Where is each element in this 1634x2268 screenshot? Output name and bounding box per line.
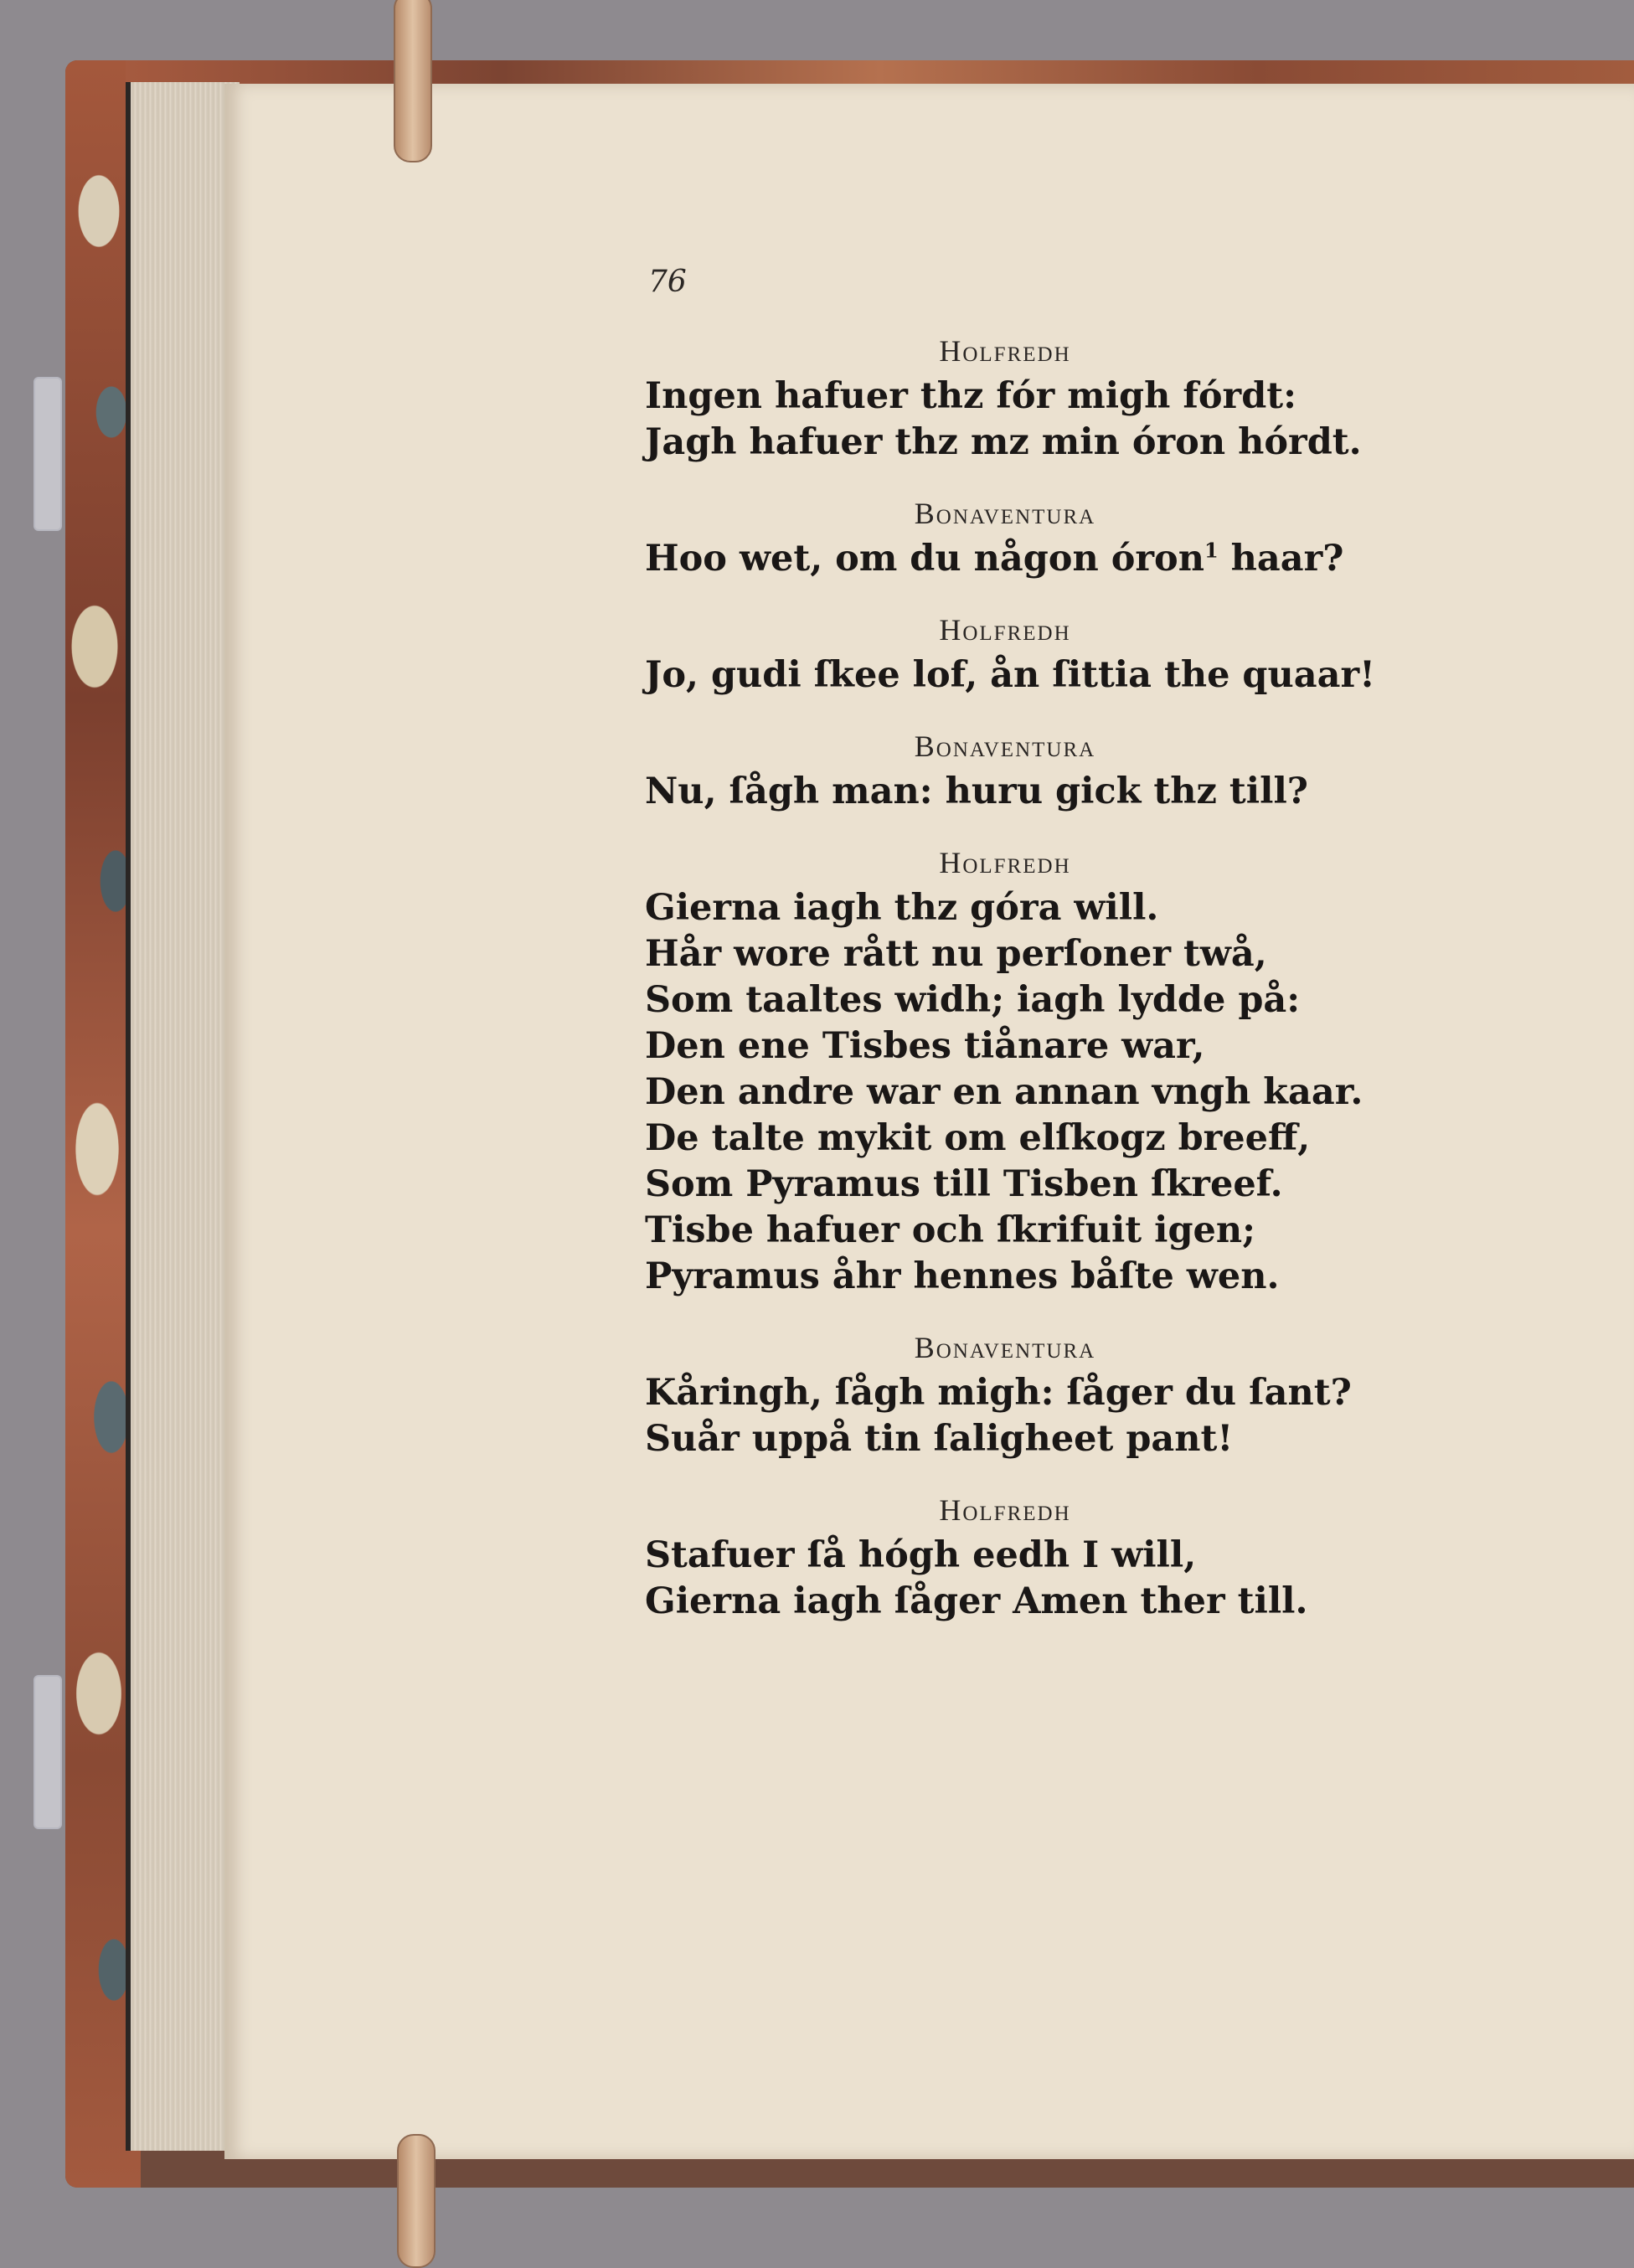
verse-text: Pyramus åhr hennes båſte wen. (645, 1255, 1280, 1297)
plastic-tab (34, 377, 62, 531)
verse-line (645, 885, 1365, 931)
verse-line (645, 420, 1365, 466)
page-clip (394, 0, 432, 162)
page-number: 76 (648, 265, 687, 299)
speaker-name: Bonaventura (914, 729, 1096, 763)
verse-line (645, 1162, 1365, 1208)
verse-text: Gierna iagh ſåger Amen ther till. (645, 1580, 1308, 1622)
play-text (645, 328, 1376, 1625)
verse-text: Ingen hafuer thz fór migh fórdt: (645, 375, 1296, 417)
speaker-name: Bonaventura (914, 1331, 1096, 1364)
verse-line (645, 1254, 1365, 1300)
verse-text: Tisbe hafuer och ſkrifuit igen; (645, 1209, 1256, 1251)
verse-line (645, 1116, 1365, 1162)
speaker-name: Holfredh (939, 613, 1071, 647)
verse-text: Den andre war en annan vngh kaar. (645, 1071, 1363, 1113)
verse-line (645, 1370, 1365, 1416)
verse-line (645, 931, 1365, 977)
verse-text: Den ene Tisbes tiånare war, (645, 1025, 1205, 1067)
verse-text: Hår wore rått nu perſoner twå, (645, 933, 1267, 975)
verse-line (645, 1070, 1365, 1116)
verse-text: Jo, gudi ſkee lof, ån ſittia the quaar! (645, 654, 1376, 696)
speaker-name: Holfredh (939, 1493, 1071, 1527)
verse-line (645, 536, 1365, 582)
verse-text: Gierna iagh thz góra will. (645, 887, 1159, 929)
verse-text: Stafuer ſå hógh eedh I will, (645, 1534, 1197, 1576)
footnote-marker: 1 (1204, 538, 1219, 563)
verse-text: Hoo wet, om du någon óron (645, 538, 1204, 580)
verse-text: Som Pyramus till Tisben ſkreef. (645, 1163, 1283, 1205)
verse-line (645, 1579, 1365, 1625)
verse-text-after: haar? (1218, 538, 1344, 580)
verse-line (645, 1208, 1365, 1254)
verse-text: Jagh hafuer thz mz min óron hórdt. (645, 421, 1362, 463)
verse-line (645, 1416, 1365, 1462)
speaker-name: Holfredh (939, 846, 1071, 879)
speech-block (645, 724, 1365, 815)
verse-text: Suår uppå tin ſaligheet pant! (645, 1418, 1234, 1460)
speech-block (645, 1487, 1365, 1625)
speech-block (645, 840, 1365, 1300)
speech-block (645, 328, 1365, 466)
speaker-name: Holfredh (939, 334, 1071, 368)
verse-text: Nu, ſågh man: huru gick thz till? (645, 771, 1308, 812)
verse-line (645, 977, 1365, 1023)
speech-block (645, 1325, 1365, 1462)
speaker-name: Bonaventura (914, 497, 1096, 530)
page-stack (126, 82, 240, 2151)
verse-line (645, 1533, 1365, 1579)
verse-line (645, 769, 1365, 815)
verse-text: Som taaltes widh; iagh lydde på: (645, 979, 1301, 1021)
verse-text: Kåringh, ſågh migh: ſåger du ſant? (645, 1372, 1352, 1414)
page-clip (397, 2134, 436, 2268)
verse-line (645, 652, 1376, 698)
verse-text: De talte mykit om elſkogz breeff, (645, 1117, 1311, 1159)
verse-line (645, 374, 1365, 420)
speech-block (645, 491, 1365, 582)
verse-line (645, 1023, 1365, 1070)
plastic-tab (34, 1675, 62, 1829)
speech-block (645, 607, 1376, 698)
